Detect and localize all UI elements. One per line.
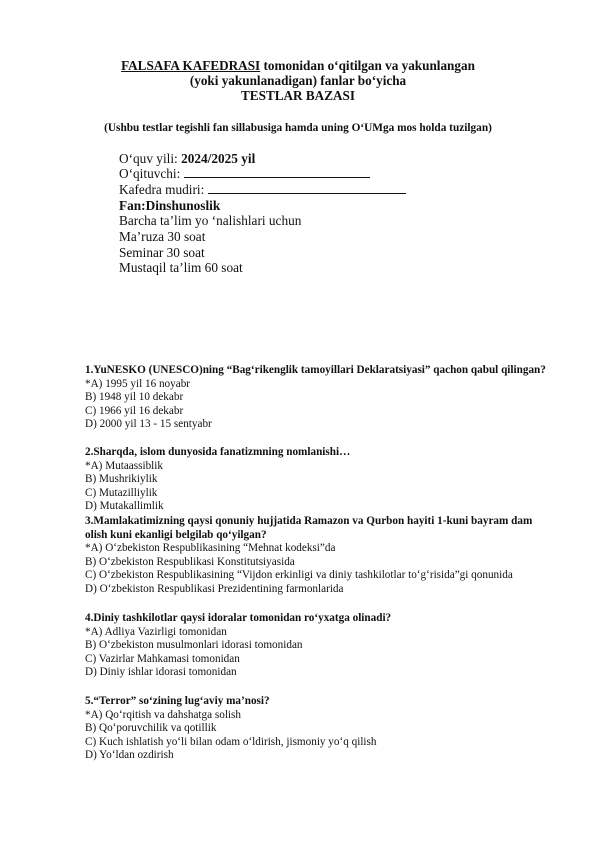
answer-option: D) Yo‘ldan ozdirish (85, 749, 174, 762)
subject-label: Fan:Dinshunoslik (119, 198, 221, 213)
lecture-hours: Ma’ruza 30 soat (119, 229, 206, 244)
department-name: FALSAFA KAFEDRASI (121, 58, 261, 73)
header-line-1 (0, 58, 596, 73)
audience: Barcha ta’lim yo ‘nalishlari uchun (119, 213, 302, 228)
answer-option: D) Mutakallimlik (85, 500, 164, 513)
seminar-hours: Seminar 30 soat (119, 245, 205, 260)
header-line-2: (yoki yakunlanadigan) fanlar bo‘yicha (189, 73, 407, 88)
question-block (85, 612, 555, 680)
academic-year (119, 151, 255, 167)
question-text: 2.Sharqda, islom dunyosida fanatizmning nomlanishi… (85, 446, 351, 458)
answer-option: B) 1948 yil 10 dekabr (85, 391, 184, 404)
academic-year-value: 2024/2025 yil (181, 151, 256, 166)
answer-option: *A) Adliya Vazirligi tomonidan (85, 625, 227, 638)
question-text: 3.Mamlakatimizning qaysi qonuniy hujjatida Ramazon va Qurbon hayiti 1-kuni bayram dam olish kuni ekanligi belgilab qo‘yilgan? (85, 515, 533, 541)
department-head-label: Kafedra mudiri: (119, 182, 208, 197)
answer-option: B) Mushrikiylik (85, 473, 158, 486)
self-study-hours: Mustaqil ta’lim 60 soat (119, 260, 243, 275)
question-block (85, 695, 555, 763)
header-line-1-rest: tomonidan o‘qitilgan va yakunlangan (260, 58, 475, 73)
question-block (85, 515, 555, 597)
question-block (85, 364, 555, 432)
academic-year-label: O‘quv yili: (119, 151, 182, 166)
subject (119, 198, 220, 214)
header-note: (Ushbu testlar tegishli fan sillabusiga hamda uning O‘UMga mos holda tuzilgan) (104, 122, 492, 134)
answer-option: D) Diniy ishlar idorasi tomonidan (85, 666, 237, 679)
answer-option: *A) Mutaassiblik (85, 459, 163, 472)
teacher-label: O‘qituvchi: (119, 166, 184, 181)
question-text: 4.Diniy tashkilotlar qaysi idoralar tomonidan ro‘yxatga olinadi? (85, 612, 392, 624)
question-text: 1.YuNESKO (UNESCO)ning “Bag‘rikenglik tamoyillari Deklaratsiyasi” qachon qabul qilingan? (85, 364, 546, 376)
teacher-row (119, 166, 370, 182)
question-text: 5.“Terror” so‘zining lug‘aviy ma’nosi? (85, 695, 270, 707)
answer-option: B) Qo‘poruvchilik va qotillik (85, 722, 217, 735)
question-block (85, 446, 555, 514)
answer-option: C) Kuch ishlatish yo‘li bilan odam o‘ldirish, jismoniy yo‘q qilish (85, 735, 377, 748)
header-line-3: TESTLAR BAZASI (241, 88, 355, 103)
answer-option: B) O‘zbekiston Respublikasi Konstitutsiyasida (85, 555, 295, 568)
teacher-blank-line (184, 166, 370, 178)
answer-option: C) Mutazilliylik (85, 486, 158, 499)
answer-option: *A) O‘zbekiston Respublikasining “Mehnat kodeksi”da (85, 542, 336, 555)
answer-option: C) O‘zbekiston Respublikasining “Vijdon erkinligi va diniy tashkilotlar to‘g‘risida”gi qonunida (85, 569, 513, 582)
answer-option: C) Vazirlar Mahkamasi tomonidan (85, 652, 240, 665)
answer-option: B) O‘zbekiston musulmonlari idorasi tomonidan (85, 639, 303, 652)
answer-option: *A) 1995 yil 16 noyabr (85, 377, 191, 390)
answer-option: *A) Qo‘rqitish va dahshatga solish (85, 708, 241, 721)
answer-option: D) O‘zbekiston Respublikasi Prezidentining farmonlarida (85, 582, 344, 595)
department-head-row (119, 182, 406, 198)
department-head-blank-line (208, 182, 406, 194)
answer-option: C) 1966 yil 16 dekabr (85, 404, 184, 417)
answer-option: D) 2000 yil 13 - 15 sentyabr (85, 418, 212, 431)
